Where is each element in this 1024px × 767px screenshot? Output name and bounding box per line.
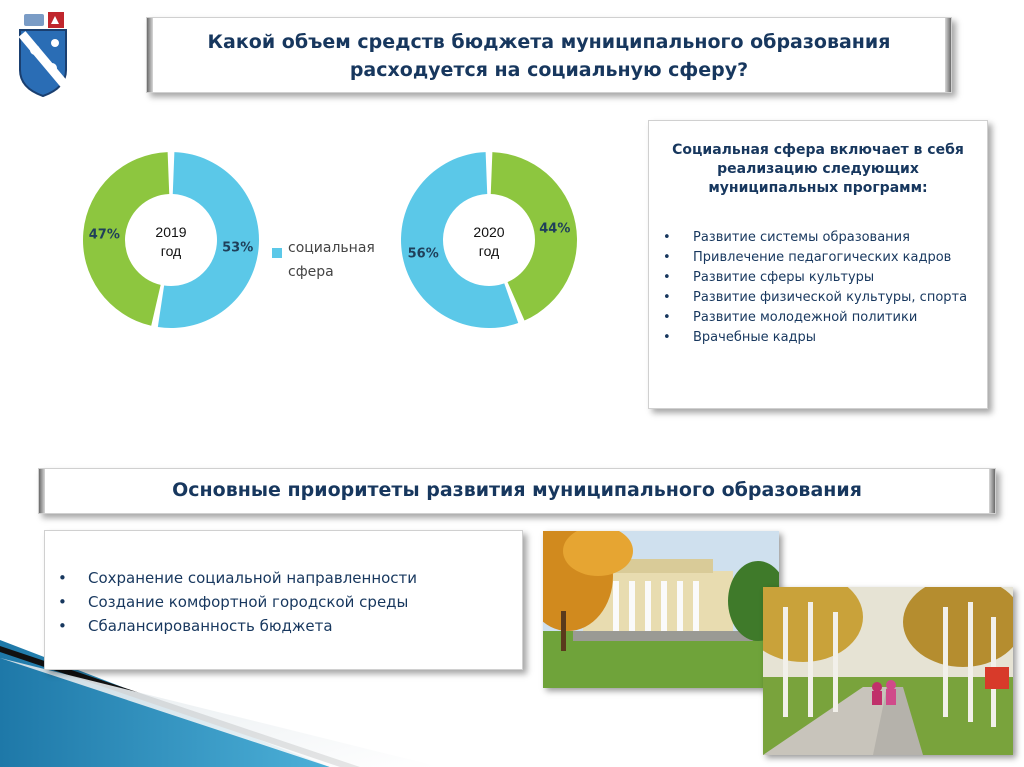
chart-2020-year-label: 2020	[473, 224, 505, 240]
priority-item: • Создание комфортной городской среды	[55, 590, 417, 614]
program-item: • Развитие системы образования	[659, 228, 977, 248]
priorities-title: Основные приоритеты развития муниципального образования	[172, 479, 862, 501]
donut-chart-2020	[396, 150, 586, 330]
banner-edge-right	[989, 469, 995, 513]
chart-2019-slice-label-2: 47%	[88, 227, 120, 243]
chart-2019-unit-label: год	[160, 243, 182, 259]
banner-edge-left	[147, 18, 153, 92]
legend-swatch	[272, 248, 282, 258]
page-title: Какой объем средств бюджета муниципального образования расходуется на социальную сферу?	[207, 31, 891, 81]
coat-of-arms-logo	[14, 10, 72, 102]
chart-2020-slice-label-1: 56%	[407, 246, 439, 262]
priorities-list	[55, 566, 417, 638]
banner-edge-left	[39, 469, 45, 513]
program-item: • Развитие физической культуры, спорта	[659, 288, 977, 308]
photo-birch-alley	[763, 587, 1013, 755]
program-item: • Развитие сферы культуры	[659, 268, 977, 288]
chart-2019-year-label: 2019	[155, 224, 187, 240]
priority-item: • Сохранение социальной направленности	[55, 566, 417, 590]
photo-culture-house-image	[543, 531, 779, 688]
program-item: • Развитие молодежной политики	[659, 308, 977, 328]
info-heading: Социальная сфера включает в себя реализацию следующих муниципальных программ:	[672, 142, 964, 196]
priorities-banner	[38, 468, 996, 514]
social-sphere-info-box	[648, 120, 988, 409]
chart-2020-slice-label-2: 44%	[539, 221, 571, 237]
donut-chart-2019	[78, 150, 268, 330]
legend-label: социальная сфера	[288, 240, 375, 280]
banner-edge-right	[945, 18, 951, 92]
chart-2020-slices	[401, 152, 577, 328]
program-list	[659, 228, 977, 348]
chart-2020-unit-label: год	[478, 243, 500, 259]
priorities-box	[44, 530, 523, 670]
chart-legend	[272, 242, 380, 284]
photo-birch-alley-image	[763, 587, 1013, 755]
chart-2019-slice-label-1: 53%	[222, 240, 254, 256]
chart-2019-slices	[83, 152, 259, 328]
program-item: • Привлечение педагогических кадров	[659, 248, 977, 268]
priority-item: • Сбалансированность бюджета	[55, 614, 417, 638]
program-item: • Врачебные кадры	[659, 328, 977, 348]
header-banner	[146, 17, 952, 93]
photo-culture-house	[543, 531, 779, 688]
